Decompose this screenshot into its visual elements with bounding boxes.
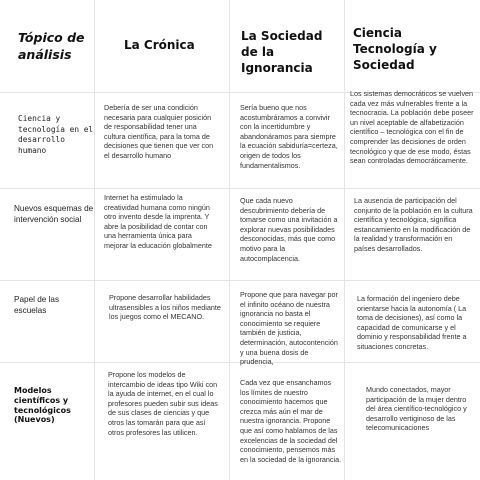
row-label-nuevos-esquemas: Nuevos esquemas de intervención social [14,204,94,224]
table-cell: Que cada nuevo descubrimiento debería de tomarse como una invitación a explorar nuevas posibilidades desconocidas, más que como motivo para la autocomplacencia. [240,196,338,263]
row-label-ciencia-tecnologia: Ciencia y tecnología en el desarrollo humano [18,114,94,155]
table-cell: Propone que para navegar por el infinito océano de nuestra ignorancia no basta el conocimiento se requiere también de justicia, determinación, autocontención y una buena dosis de prudencia, [240,290,338,367]
column-divider [94,0,95,480]
row-divider [0,280,480,281]
header-topic: Tópico de análisis [18,30,85,62]
column-divider [344,0,345,480]
table-cell: Propone desarrollar habilidades ultrasensibles a los niños mediante los juegos como el MECANO. [109,293,221,322]
table-cell: Propone los modelos de intercambio de ideas tipo Wiki con la ayuda de internet, en el cual lo profesores pueden subir sus ideas de sus clases de ciencias y que otros las tomarán para que así otros profesores las utilicen. [108,370,218,437]
table-cell: La formación del ingeniero debe orientarse hacia la autonomía ( La toma de decisiones), así como la capacidad de comunicarse y el dominio y responsabilidad frente a situaciones concretas. [357,294,467,351]
row-label-papel-escuelas: Papel de las escuelas [14,295,60,315]
row-label-modelos: Modelos científicos y tecnológicos (Nuevos) [14,386,71,425]
column-divider [229,0,230,480]
table-cell: Cada vez que ensanchamos los límites de nuestro conocimiento hacemos que crezca más aún el mar de nuestra ignorancia. Propone que así como hablamos de las excelencias de la sociedad del conocimiento, pensemos más en la sociedad de la ignorancia. [240,378,342,464]
table-cell: Mundo conectados, mayor participación de la mujer dentro del área científico-tecnológico y desarrollo vertiginoso de las telecomunicaciones [366,385,467,433]
header-sociedad-ignorancia: La Sociedad de la Ignorancia [241,29,323,75]
table-cell: Los sistemas democráticos se vuelven cada vez más vulnerables frente a la tecnocracia. La población debe poseer un nivel aceptable de alfabetización científico – tecnológica con el fin de comprender las decisiones de orden tecnológico y que de ese modo, éstas sean controladas democráticamente. [350,89,474,166]
table-cell: Internet ha estimulado la creatividad humana como ningún otro invento desde la imprenta. Y abre la posibilidad de contar con una herramienta única para mejorar la educación globalmente [104,193,212,250]
header-la-cronica: La Crónica [124,38,195,52]
table-cell: Sería bueno que nos acostumbráramos a convivir con la incertidumbre y abandonáramos para siempre la ecuación sabiduría=certeza, origen de todos los fundamentalismos. [240,103,338,170]
table-cell: La ausencia de participación del conjunto de la población en la cultura científica y tecnológica, significa estancamiento en la modificación de la realidad y transformación en países desarrollados. [354,196,473,253]
header-ciencia-tecnologia: Ciencia Tecnología y Sociedad [353,26,437,72]
row-divider [0,188,480,189]
table-cell: Debería de ser una condición necesaria para cualquier posición de responsabilidad tener una cultura científica, para la toma de decisiones que tienen que ver con el desarrollo humano [104,103,214,160]
